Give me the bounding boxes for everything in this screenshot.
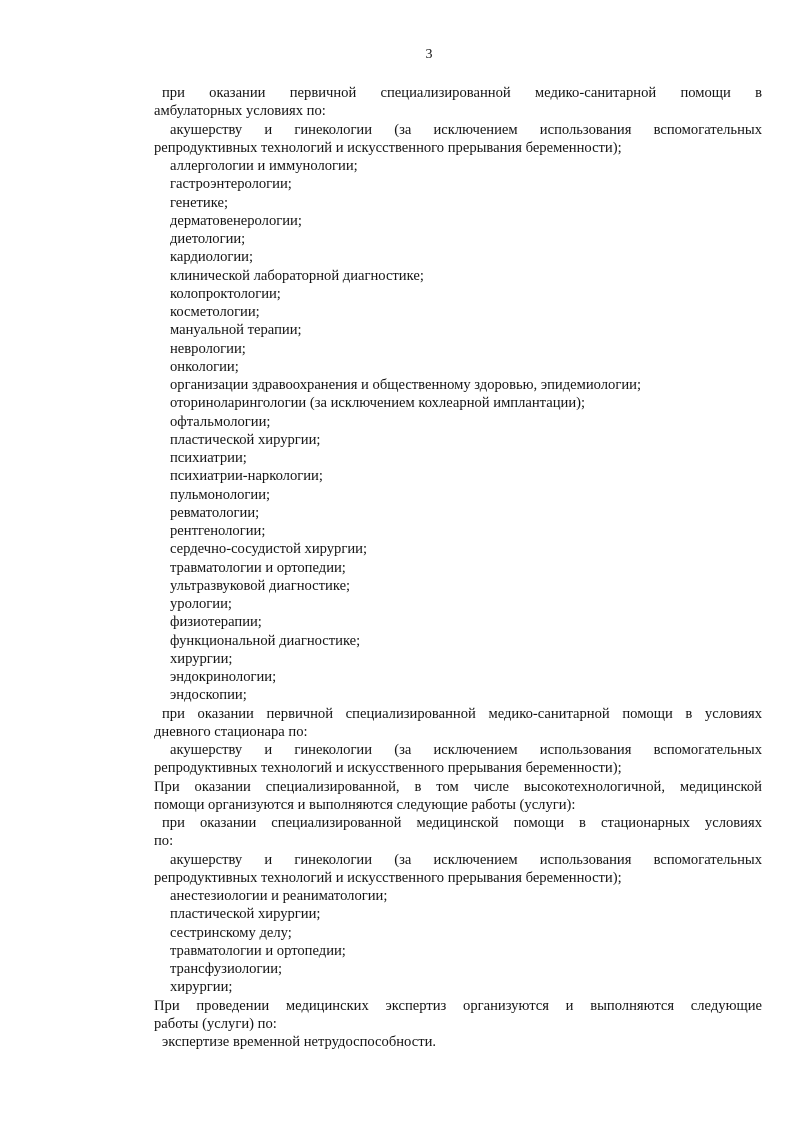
text-line: амбулаторных условиях по:: [154, 103, 326, 120]
text-line: физиотерапии;: [170, 614, 262, 631]
text-line: травматологии и ортопедии;: [170, 559, 346, 576]
text-line: при оказании первичной специализированной медико-санитарной помощи в: [162, 85, 762, 101]
text-line: дерматовенерологии;: [170, 212, 302, 229]
text-line: диетологии;: [170, 231, 246, 247]
text-line: дневного стационара по:: [154, 723, 308, 740]
text-line: акушерству и гинекологии (за исключением использования вспомогательных: [170, 121, 762, 138]
text-line: при оказании специализированной медицинской помощи в стационарных условиях: [162, 815, 762, 831]
text-line: пластической хирургии;: [170, 906, 321, 923]
text-line: пластической хирургии;: [170, 431, 321, 448]
text-line: экспертизе временной нетрудоспособности.: [162, 1034, 437, 1050]
text-line: трансфузиологии;: [170, 961, 283, 977]
text-line: клинической лабораторной диагностике;: [170, 267, 424, 284]
text-line: акушерству и гинекологии (за исключением использования вспомогательных: [170, 742, 762, 758]
text-line: помощи организуются и выполняются следующие работы (услуги):: [154, 796, 576, 813]
text-line: ультразвуковой диагностике;: [170, 577, 351, 594]
text-line: эндокринологии;: [170, 669, 277, 685]
text-line: аллергологии и иммунологии;: [170, 158, 358, 174]
text-line: эндоскопии;: [170, 687, 247, 704]
text-line: неврологии;: [170, 340, 246, 357]
text-line: хирургии;: [170, 650, 233, 667]
text-line: генетике;: [170, 194, 229, 211]
text-line: кардиологии;: [170, 249, 254, 266]
text-line: При оказании специализированной, в том числе высокотехнологичной, медицинской: [154, 778, 762, 795]
text-line: психиатрии;: [170, 450, 247, 466]
text-line: работы (услуги) по:: [154, 1015, 277, 1032]
text-line: пульмонологии;: [170, 486, 271, 503]
text-line: репродуктивных технологий и искусственного прерывания беременности);: [154, 760, 622, 777]
text-line: оториноларингологии (за исключением кохлеарной имплантации);: [170, 395, 586, 412]
text-line: акушерству и гинекологии (за исключением использования вспомогательных: [170, 851, 762, 868]
text-line: косметологии;: [170, 304, 260, 320]
text-line: при оказании первичной специализированной медико-санитарной помощи в условиях: [162, 705, 762, 722]
text-line: хирургии;: [170, 979, 233, 996]
text-line: организации здравоохранения и общественному здоровью, эпидемиологии;: [170, 377, 642, 393]
text-line: ревматологии;: [170, 504, 260, 521]
text-line: мануальной терапии;: [170, 322, 302, 339]
text-line: гастроэнтерологии;: [170, 176, 292, 193]
text-line: репродуктивных технологий и искусственного прерывания беременности);: [154, 869, 622, 886]
text-line: травматологии и ортопедии;: [170, 942, 346, 959]
page-number: 3: [425, 47, 433, 62]
text-line: рентгенологии;: [170, 523, 266, 539]
text-line: функциональной диагностике;: [170, 632, 361, 649]
text-line: сердечно-сосудистой хирургии;: [170, 541, 368, 558]
text-line: по:: [154, 833, 174, 850]
text-line: сестринскому делу;: [170, 924, 292, 941]
text-line: онкологии;: [170, 358, 239, 375]
text-line: психиатрии-наркологии;: [170, 468, 323, 485]
text-line: При проведении медицинских экспертиз организуются и выполняются следующие: [154, 997, 762, 1014]
text-line: репродуктивных технологий и искусственного прерывания беременности);: [154, 139, 622, 156]
text-line: офтальмологии;: [170, 413, 271, 430]
text-line: анестезиологии и реаниматологии;: [170, 888, 388, 904]
text-line: колопроктологии;: [170, 285, 281, 302]
text-line: урологии;: [170, 596, 232, 612]
document-body: [154, 84, 762, 1051]
